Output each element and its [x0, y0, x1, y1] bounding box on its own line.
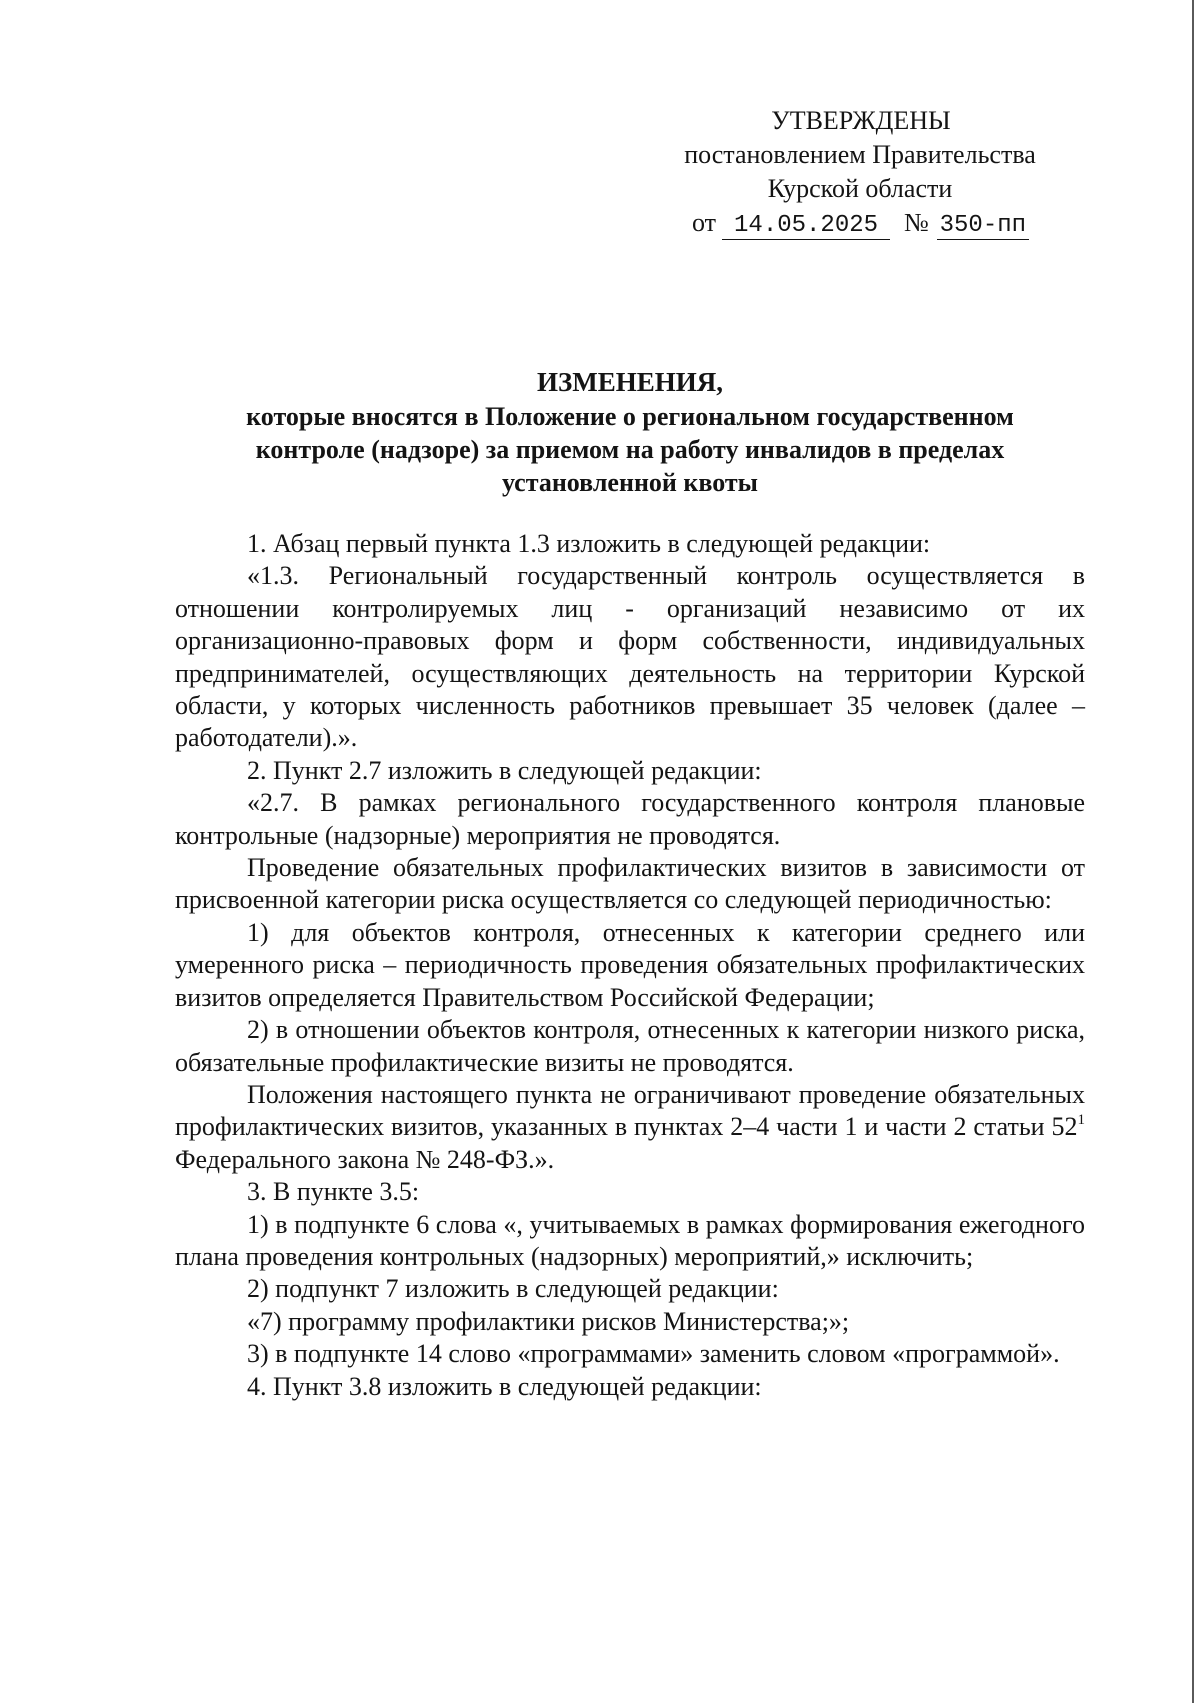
- approval-line-2: Курской области: [767, 174, 953, 203]
- date-prefix: от: [692, 208, 717, 237]
- paragraph-13: 3) в подпункте 14 слово «программами» заменить словом «программой».: [247, 1339, 1060, 1369]
- paragraph-1: 1. Абзац первый пункта 1.3 изложить в следующей редакции:: [247, 529, 931, 558]
- paragraph-14: 4. Пункт 3.8 изложить в следующей редакции:: [247, 1371, 762, 1401]
- heading-subtitle-line-2: контроле (надзоре) за приемом на работу инвалидов в пределах: [255, 435, 1005, 464]
- article-superscript: 1: [1077, 1111, 1085, 1128]
- heading-subtitle-line-3: установленной квоты: [501, 468, 758, 497]
- paragraph-7: 2) в отношении объектов контроля, отнесенных к категории низкого риска, обязательные профилактические визиты не проводятся.: [175, 1015, 1085, 1077]
- approval-date-line: [640, 206, 1080, 240]
- paragraph-10: 1) в подпункте 6 слова «, учитываемых в рамках формирования ежегодного плана проведения контрольных (надзорных) мероприятий,» исключить;: [175, 1209, 1085, 1271]
- scan-edge-line: [1192, 0, 1194, 1703]
- paragraph-2: «1.3. Региональный государственный контроль осуществляется в отношении контролируемых лиц - организаций независимо от их организационно-правовых форм и форм собственности, индивидуальных предпринимателей, осуществляющих деятельность на территории Курской области, у которых численность работников превышает 35 человек (далее – работодатели).».: [175, 561, 1085, 753]
- heading-title: ИЗМЕНЕНИЯ,: [536, 367, 723, 397]
- number-sign: №: [904, 208, 929, 237]
- paragraph-8: [175, 1079, 1085, 1176]
- paragraph-12: «7) программу профилактики рисков Министерства;»;: [247, 1306, 850, 1336]
- document-heading: [175, 366, 1085, 499]
- heading-subtitle-line-1: которые вносятся в Положение о региональном государственном: [246, 402, 1014, 431]
- paragraph-5: Проведение обязательных профилактических визитов в зависимости от присвоенной категории риска осуществляется со следующей периодичностью:: [175, 853, 1085, 915]
- document-body: [175, 528, 1085, 1403]
- paragraph-11: 2) подпункт 7 изложить в следующей редакции:: [247, 1274, 779, 1304]
- paragraph-8-text: Положения настоящего пункта не ограничивают проведение обязательных профилактических визитов, указанных в пунктах 2–4 части 1 и части 2 статьи 52: [175, 1079, 1085, 1142]
- paragraph-3: 2. Пункт 2.7 изложить в следующей редакции:: [247, 755, 762, 785]
- approval-title: УТВЕРЖДЕНЫ: [771, 106, 951, 135]
- paragraph-6: 1) для объектов контроля, отнесенных к категории среднего или умеренного риска – периодичность проведения обязательных профилактических визитов определяется Правительством Российской Федерации;: [175, 917, 1085, 1012]
- approval-line-1: постановлением Правительства: [684, 140, 1036, 169]
- approval-block: [640, 104, 1080, 240]
- approval-number: 350-пп: [937, 213, 1029, 240]
- approval-date: 14.05.2025: [722, 213, 890, 240]
- paragraph-9: 3. В пункте 3.5:: [247, 1177, 420, 1207]
- paragraph-4: «2.7. В рамках регионального государственного контроля плановые контрольные (надзорные) мероприятия не проводятся.: [175, 788, 1085, 850]
- paragraph-8-tail: Федерального закона № 248-ФЗ.».: [175, 1144, 555, 1174]
